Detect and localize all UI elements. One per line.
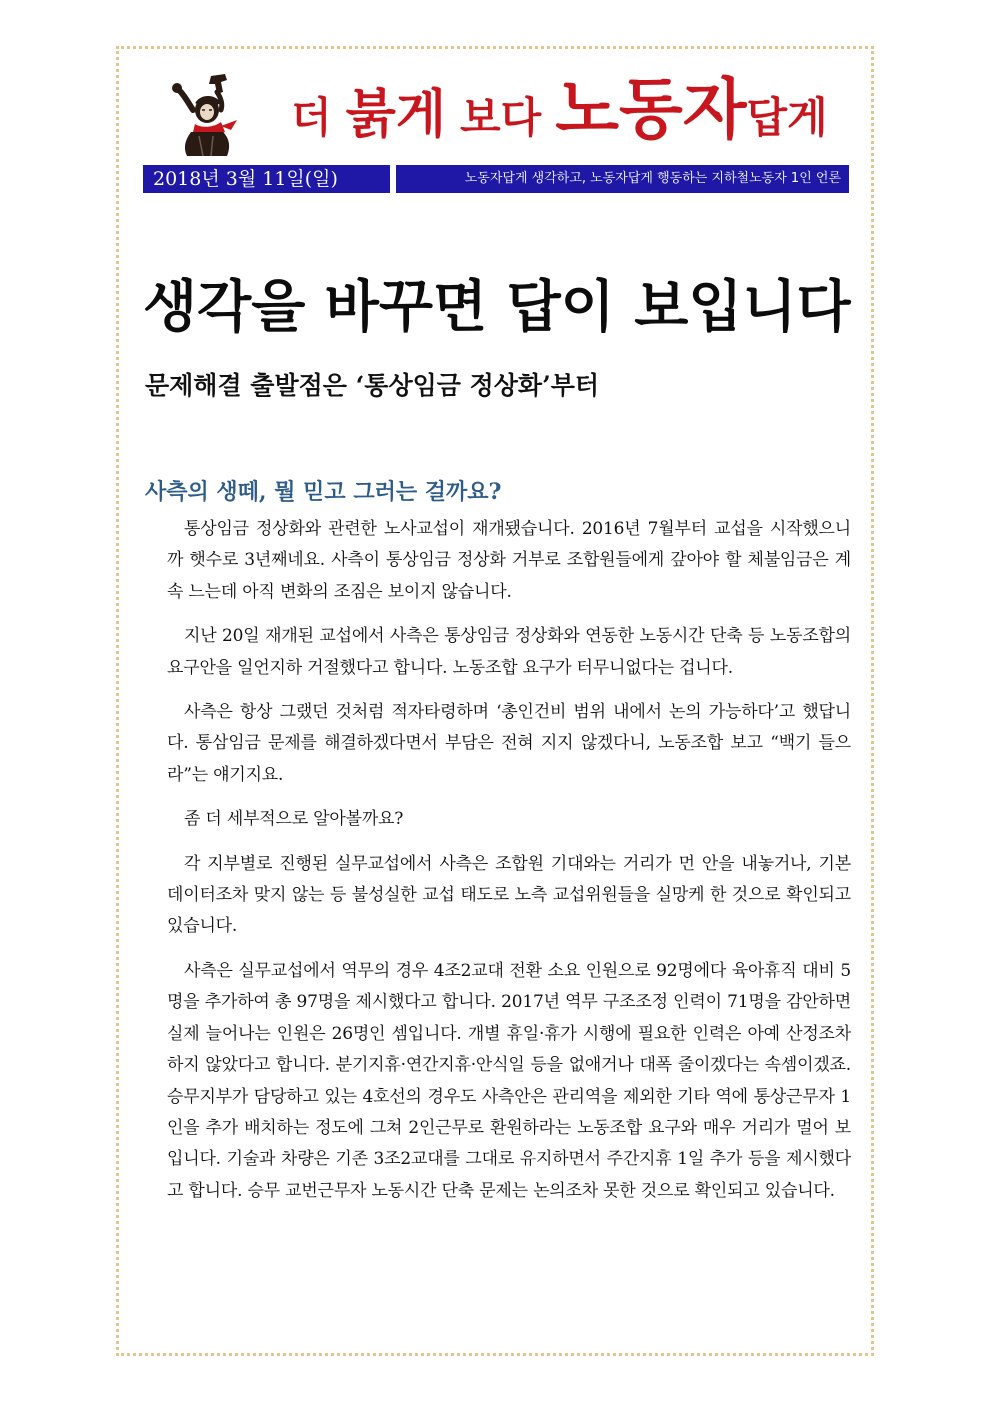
paragraph: 사측은 항상 그랬던 것처럼 적자타령하며 ‘총인건비 범위 내에서 논의 가능하다’고 했답니다. 통삼임금 문제를 해결하겠다면서 부담은 전혀 지지 않겠다니, 노동조합 보고 “백기 들으라”는 얘기지요. xyxy=(167,702,851,785)
worker-mascot-icon xyxy=(165,70,257,156)
issue-date: 2018년 3월 11일(일) xyxy=(143,165,390,193)
paragraph: 지난 20일 재개된 교섭에서 사측은 통상임금 정상화와 연동한 노동시간 단축 등 노동조합의 요구안을 일언지하 거절했다고 합니다. 노동조합 요구가 터무니없다는 겁니다. xyxy=(167,626,851,678)
section-title: 사측의 생떼, 뭘 믿고 그러는 걸까요? xyxy=(145,479,502,505)
article-headline: 생각을 바꾸면 답이 보입니다 xyxy=(143,275,851,340)
masthead-word-1: 더 xyxy=(291,93,332,142)
publication-motto: 노동자답게 생각하고, 노동자답게 행동하는 지하철노동자 1인 언론 xyxy=(396,165,849,193)
masthead-word-4: 노동자 xyxy=(555,70,747,148)
paragraph: 좀 더 세부적으로 알아볼까요? xyxy=(184,809,404,830)
masthead-word-2: 붉게 xyxy=(345,84,447,145)
paragraph: 사측은 실무교섭에서 역무의 경우 4조2교대 전환 소요 인원으로 92명에다 육아휴직 대비 5명을 추가하여 총 97명을 제시했다고 합니다. 2017년 역무 구조조정 인력이 71명을 감안하면 실제 늘어나는 인원은 26명인 셈입니다. 개별 휴일·휴가 시행에 필요한 인력은 아예 산정조차 하지 않았다고 합니다. 분기지휴·연간지휴·안식일 등을 없애거나 대폭 줄이겠다는 속셈이겠죠. 승무지부가 담당하고 있는 4호선의 경우도 사측안은 관리역을 제외한 기타 역에 통상근무자 1인을 추가 배치하는 정도에 그쳐 2인근무로 환원하라는 노동조합 요구와 매우 거리가 멀어 보입니다. 기술과 차량은 기존 3조2교대를 그대로 유지하면서 주간지휴 1일 추가 등을 제시했다고 합니다. 승무 교번근무자 노동시간 단축 문제는 논의조차 못한 것으로 확인되고 있습니다. xyxy=(167,960,851,1201)
masthead xyxy=(165,66,855,160)
paragraph: 각 지부별로 진행된 실무교섭에서 사측은 조합원 기대와는 거리가 먼 안을 내놓거나, 기본 데이터조차 맞지 않는 등 불성실한 교섭 태도로 노측 교섭위원들을 실망케 한 것으로 확인되고 있습니다. xyxy=(167,853,851,937)
masthead-word-3: 보다 xyxy=(460,93,542,142)
masthead-title xyxy=(291,70,828,148)
paragraph: 통상임금 정상화와 관련한 노사교섭이 재개됐습니다. 2016년 7월부터 교섭을 시작했으니까 햇수로 3년째네요. 사측이 통상임금 정상화 거부로 조합원들에게 갚아야 할 체불임금은 계속 느는데 아직 변화의 조짐은 보이지 않습니다. xyxy=(167,519,851,602)
article-subheadline: 문제해결 출발점은 ‘통상임금 정상화’부터 xyxy=(145,371,600,400)
masthead-word-5: 답게 xyxy=(746,93,828,142)
article-body xyxy=(167,514,851,1220)
